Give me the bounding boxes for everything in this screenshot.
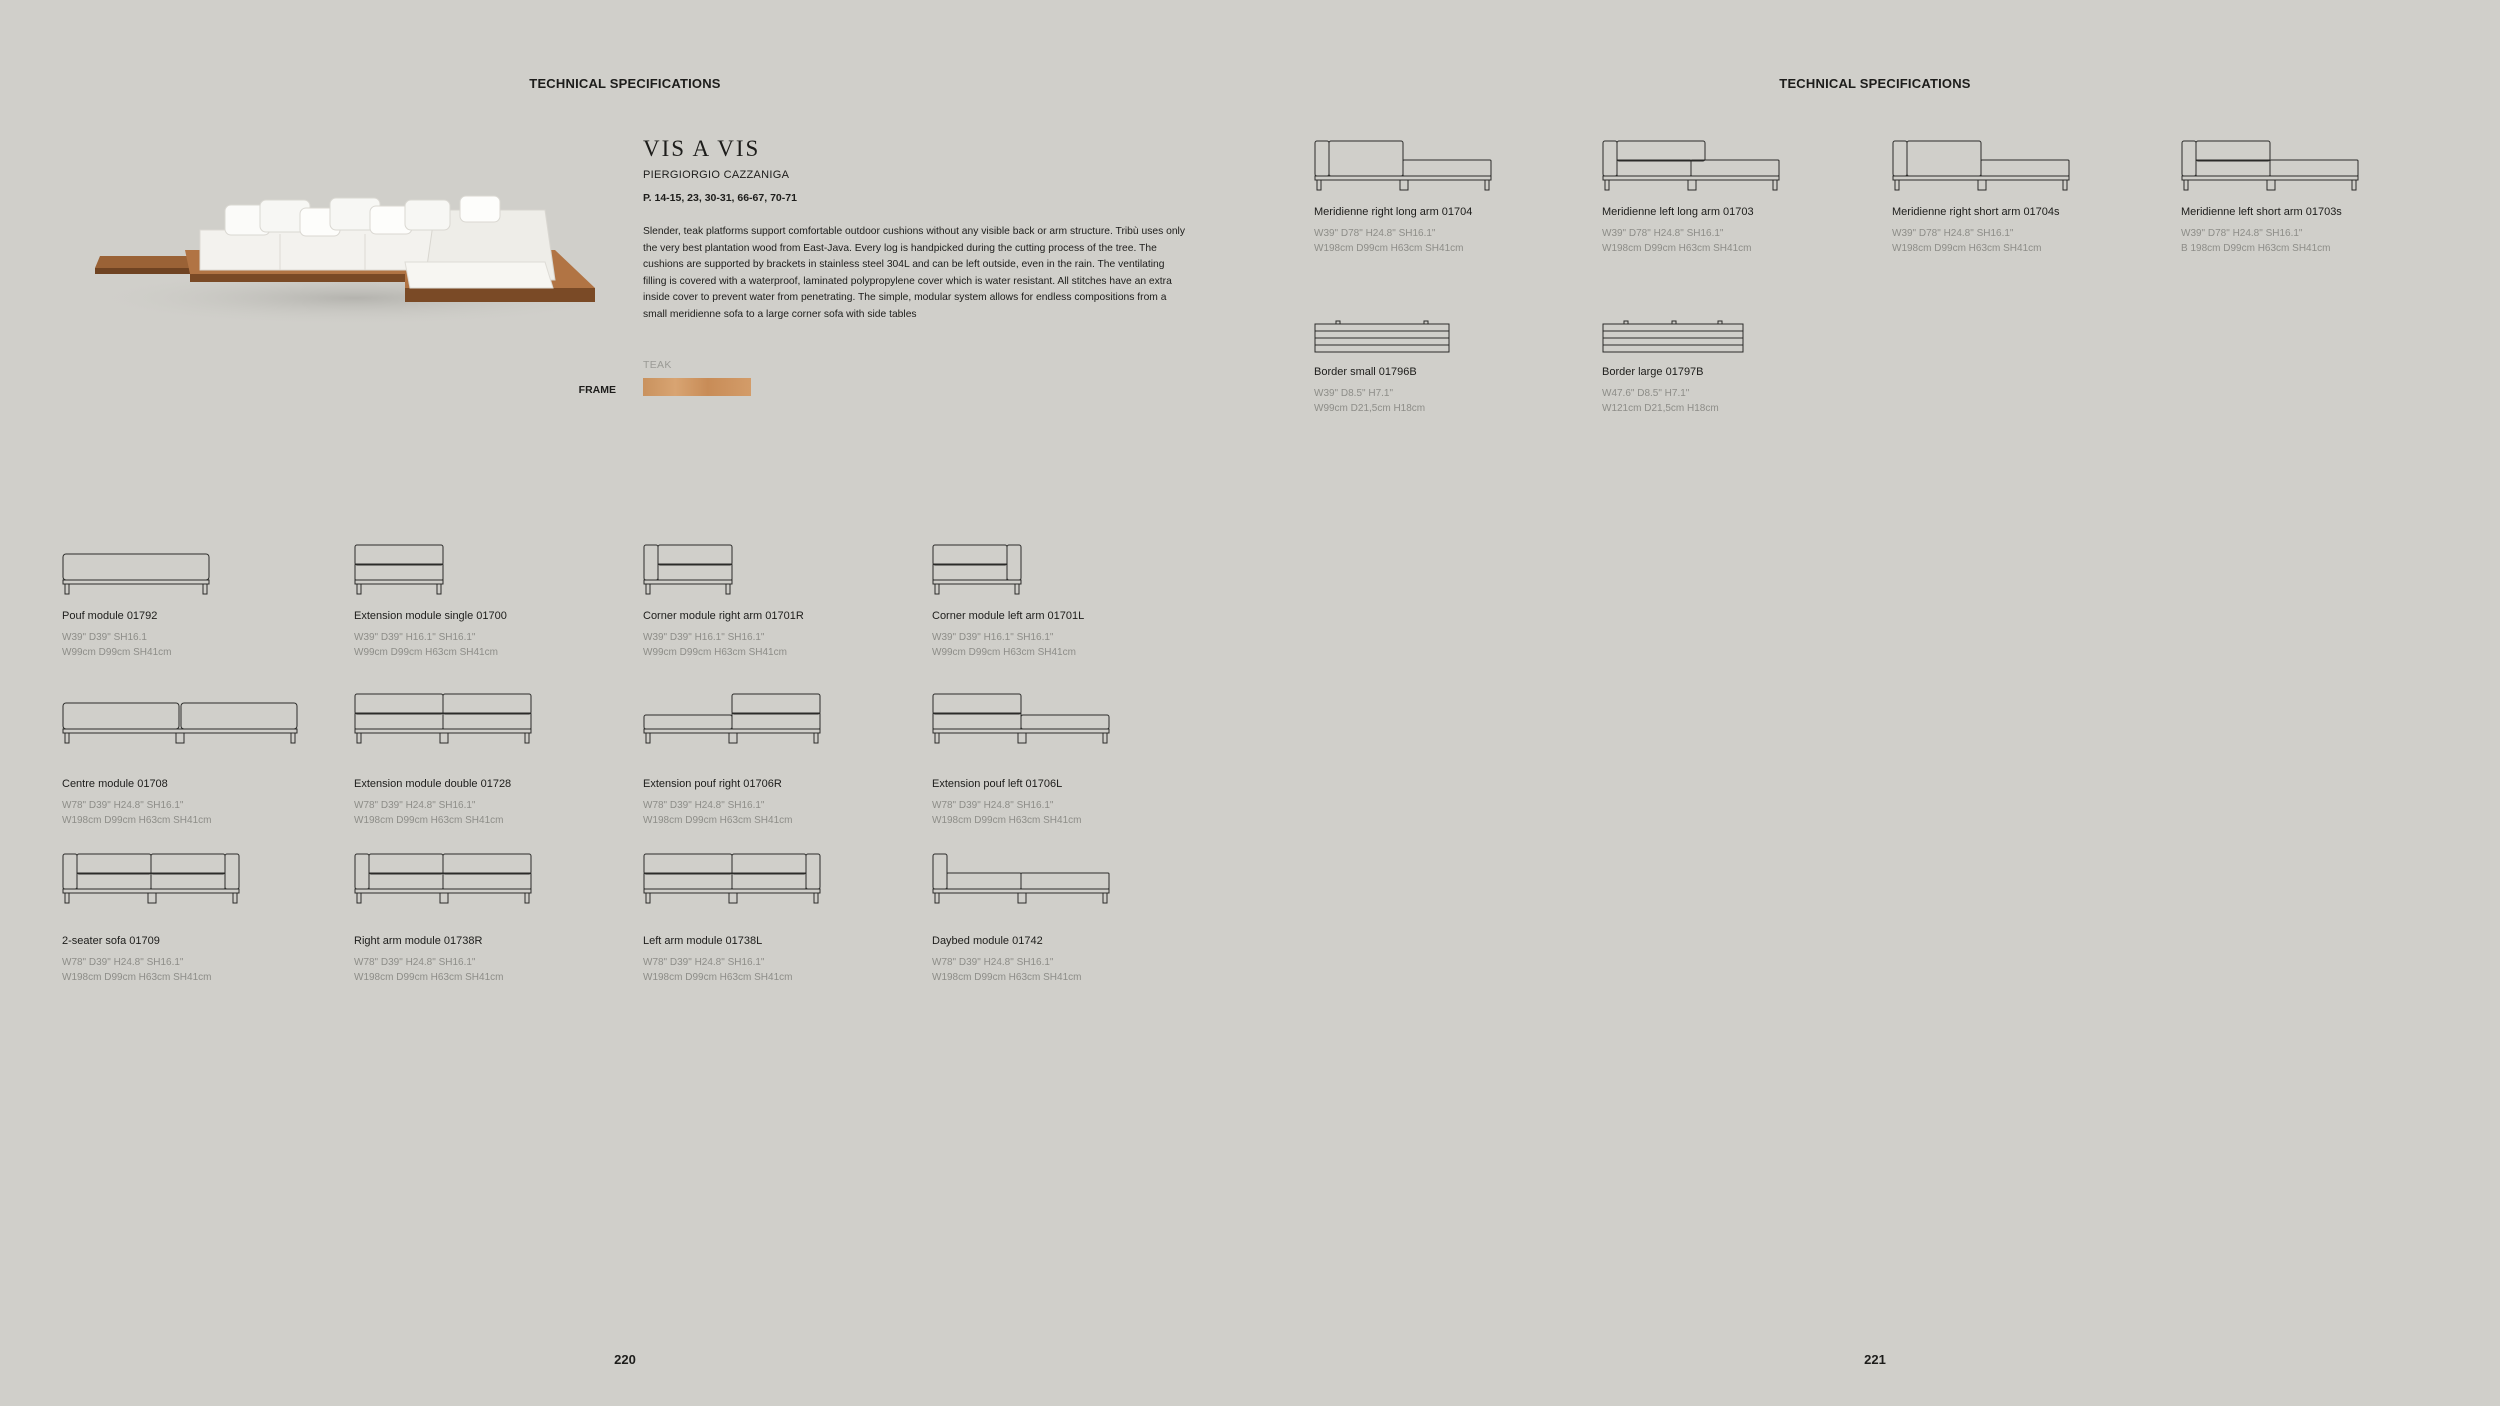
module-dim-metric: W99cm D21,5cm H18cm (1314, 403, 1426, 414)
module-dim-imperial: W39" D78" H24.8" SH16.1" (1602, 228, 1724, 239)
module-dim-metric: W198cm D99cm H63cm SH41cm (354, 972, 504, 983)
module-dim-imperial: W39" D39" SH16.1 (62, 632, 147, 643)
module-dim-imperial: W78" D39" H24.8" SH16.1" (643, 957, 765, 968)
module-item (354, 693, 604, 828)
module-dim-metric: W99cm D99cm H63cm SH41cm (643, 647, 787, 658)
module-drawing (643, 853, 893, 935)
module-drawing (62, 544, 312, 610)
module-name: Meridienne left short arm 01703s (2181, 206, 2342, 218)
module-dim-imperial: W39" D39" H16.1" SH16.1" (932, 632, 1054, 643)
module-name: Meridienne left long arm 01703 (1602, 206, 1754, 218)
module-dim-metric: W198cm D99cm H63cm SH41cm (1892, 243, 2042, 254)
module-item (1602, 140, 1852, 256)
module-drawing (1602, 318, 1852, 366)
module-drawing (354, 544, 604, 610)
module-drawing (932, 693, 1182, 778)
module-dim-metric: W198cm D99cm H63cm SH41cm (354, 815, 504, 826)
module-item (2181, 140, 2431, 256)
module-name: Border small 01796B (1314, 366, 1417, 378)
module-dim-metric: W198cm D99cm H63cm SH41cm (932, 972, 1082, 983)
product-description: Slender, teak platforms support comfortable outdoor cushions without any visible back or arm structure. Tribù uses only the very best plantation wood from East-Java. Every log is handpicked during the cutting process of the tree. The cushions are supported by brackets in stainless steel 304L and can be left outside, even in the rain. The ventilating filling is covered with a waterproof, laminated polypropylene cover which is water resistant. All stitches have an extra inside cover to prevent water from penetrating. The simple, modular system allows for endless compositions from a small meridienne sofa to a large corner sofa with side tables (643, 226, 1185, 320)
module-item (932, 693, 1182, 828)
module-name: Left arm module 01738L (643, 935, 763, 947)
module-item (1314, 318, 1564, 416)
module-name: Meridienne right short arm 01704s (1892, 206, 2060, 218)
module-item (354, 544, 604, 660)
module-dim-imperial: W47.6" D8.5" H7.1" (1602, 388, 1690, 399)
module-dim-imperial: W39" D39" H16.1" SH16.1" (643, 632, 765, 643)
product-page-refs: P. 14-15, 23, 30-31, 66-67, 70-71 (643, 192, 797, 204)
left-page-header: TECHNICAL SPECIFICATIONS (529, 76, 721, 91)
module-item (932, 544, 1182, 660)
module-item (1602, 318, 1852, 416)
module-dim-metric: W198cm D99cm H63cm SH41cm (643, 972, 793, 983)
module-name: Pouf module 01792 (62, 610, 158, 622)
module-name: Extension module single 01700 (354, 610, 507, 622)
module-name: Right arm module 01738R (354, 935, 483, 947)
module-drawing (62, 853, 312, 935)
module-item (62, 544, 312, 660)
module-dim-imperial: W39" D78" H24.8" SH16.1" (1314, 228, 1436, 239)
module-drawing (932, 544, 1182, 610)
module-dim-metric: B 198cm D99cm H63cm SH41cm (2181, 243, 2331, 254)
module-dim-imperial: W78" D39" H24.8" SH16.1" (932, 800, 1054, 811)
module-dim-imperial: W78" D39" H24.8" SH16.1" (354, 957, 476, 968)
module-name: Daybed module 01742 (932, 935, 1043, 947)
module-drawing (354, 853, 604, 935)
left-page-number: 220 (614, 1352, 636, 1367)
module-dim-metric: W198cm D99cm H63cm SH41cm (932, 815, 1082, 826)
module-name: Extension pouf right 01706R (643, 778, 782, 790)
module-dim-imperial: W39" D78" H24.8" SH16.1" (1892, 228, 2014, 239)
module-item (354, 853, 604, 985)
module-name: Corner module left arm 01701L (932, 610, 1085, 622)
module-name: Border large 01797B (1602, 366, 1704, 378)
teak-swatch (643, 378, 751, 396)
module-drawing (1314, 318, 1564, 366)
product-designer: PIERGIORGIO CAZZANIGA (643, 169, 790, 181)
module-drawing (2181, 140, 2431, 206)
module-drawing (932, 853, 1182, 935)
module-name: Extension pouf left 01706L (932, 778, 1063, 790)
module-dim-metric: W198cm D99cm H63cm SH41cm (62, 972, 212, 983)
module-drawing (354, 693, 604, 778)
right-page-header: TECHNICAL SPECIFICATIONS (1779, 76, 1971, 91)
module-item (643, 853, 893, 985)
module-dim-imperial: W78" D39" H24.8" SH16.1" (62, 800, 184, 811)
module-name: Meridienne right long arm 01704 (1314, 206, 1473, 218)
module-name: 2-seater sofa 01709 (62, 935, 160, 947)
product-title: VIS A VIS (643, 136, 761, 161)
module-item (643, 544, 893, 660)
module-dim-imperial: W78" D39" H24.8" SH16.1" (643, 800, 765, 811)
module-drawing (62, 693, 312, 778)
module-item (62, 693, 312, 828)
module-dim-metric: W198cm D99cm H63cm SH41cm (1602, 243, 1752, 254)
module-dim-metric: W121cm D21,5cm H18cm (1602, 403, 1719, 414)
module-dim-imperial: W39" D78" H24.8" SH16.1" (2181, 228, 2303, 239)
module-item (62, 853, 312, 985)
module-drawing (1602, 140, 1852, 206)
module-dim-imperial: W39" D39" H16.1" SH16.1" (354, 632, 476, 643)
module-dim-metric: W198cm D99cm H63cm SH41cm (1314, 243, 1464, 254)
module-dim-metric: W198cm D99cm H63cm SH41cm (643, 815, 793, 826)
product-photo (75, 170, 615, 330)
module-dim-metric: W99cm D99cm H63cm SH41cm (932, 647, 1076, 658)
module-item (1892, 140, 2142, 256)
module-name: Extension module double 01728 (354, 778, 512, 790)
module-dim-metric: W99cm D99cm H63cm SH41cm (354, 647, 498, 658)
module-dim-imperial: W78" D39" H24.8" SH16.1" (62, 957, 184, 968)
module-drawing (643, 544, 893, 610)
frame-label: FRAME (578, 384, 616, 396)
module-item (932, 853, 1182, 985)
material-label: TEAK (643, 359, 672, 371)
module-dim-metric: W99cm D99cm SH41cm (62, 647, 172, 658)
module-drawing (1892, 140, 2142, 206)
module-name: Centre module 01708 (62, 778, 168, 790)
module-item (643, 693, 893, 828)
module-drawing (643, 693, 893, 778)
module-dim-imperial: W78" D39" H24.8" SH16.1" (354, 800, 476, 811)
module-dim-imperial: W39" D8.5" H7.1" (1314, 388, 1394, 399)
right-page-number: 221 (1864, 1352, 1886, 1367)
module-drawing (1314, 140, 1564, 206)
module-name: Corner module right arm 01701R (643, 610, 804, 622)
module-item (1314, 140, 1564, 256)
module-dim-metric: W198cm D99cm H63cm SH41cm (62, 815, 212, 826)
module-dim-imperial: W78" D39" H24.8" SH16.1" (932, 957, 1054, 968)
